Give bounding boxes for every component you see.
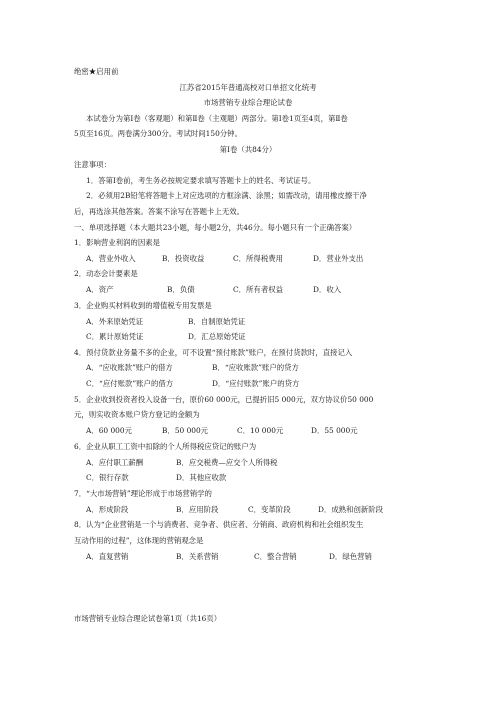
question-stem-continued: 元，则实收资本账户贷方登记的金额为 <box>74 410 200 419</box>
option-a: A．形成阶段 <box>86 505 129 514</box>
option-a: A．应付职工薪酬 <box>86 458 144 467</box>
option-b: B．负债 <box>167 285 195 294</box>
option-a: A．“应收账款”账户的借方 <box>86 363 173 372</box>
option-a: A．60 000元 <box>86 426 132 435</box>
intro-line-2: 5页至16页。两卷满分300分。考试时间150分钟。 <box>74 129 242 138</box>
option-c: C．10 000元 <box>237 426 284 435</box>
exam-subtitle: 市场营销专业综合理论试卷 <box>203 98 293 107</box>
notice-item-1: 1．答第Ⅰ卷前，考生务必按规定要求填写答题卡上的姓名、考试证号。 <box>86 176 316 185</box>
notice-item-2-line-2: 后，再选涂其他答案。答案不涂写在答题卡上无效。 <box>74 207 244 216</box>
option-b: B．50 000元 <box>162 426 209 435</box>
option-b: B．自制原始凭证 <box>188 317 246 326</box>
option-c: C．“应付账款”账户的借方 <box>86 379 174 388</box>
notice-item-2-line-1: 2．必须用2B铅笔将答题卡上对应选项的方框涂满、涂黑；如需改动，请用橡皮擦干净 <box>86 191 367 200</box>
option-b: B．“应收账款”账户的贷方 <box>212 363 299 372</box>
option-c: C．所得税费用 <box>233 254 283 263</box>
option-d: D．成熟和创新阶段 <box>318 505 384 514</box>
option-a: A．外来原始凭证 <box>86 317 144 326</box>
option-b: B．投资收益 <box>162 254 205 263</box>
option-d: D．“应付账款”账户的贷方 <box>212 379 300 388</box>
question-stem: 6．企业从职工工资中扣除的个人所得税应贷记的账户为 <box>74 442 257 451</box>
option-b: B．应交税费—应交个人所得税 <box>176 458 278 467</box>
option-d: D．55 000元 <box>311 426 358 435</box>
option-b: B．关系营销 <box>176 552 219 561</box>
exam-title: 江苏省2015年普通高校对口单招文化统考 <box>179 83 317 92</box>
option-d: D．绿色营销 <box>329 552 372 561</box>
intro-line-1: 本试卷分为第Ⅰ卷（客观题）和第Ⅱ卷（主观题）两部分。第Ⅰ卷1页至4页，第Ⅱ卷 <box>86 114 348 123</box>
part-one-heading: 一、单项选择题（本大题共23小题，每小题2分，共46分。每小题只有一个正确答案） <box>74 223 357 232</box>
question-stem: 8．认为“企业营销是一个与消费者、竞争者、供应者、分销商、政府机构和社会组织发生 <box>74 520 364 529</box>
question-stem: 4．预付货款业务量不多的企业，可不设置“预付账款”账户，在预付货款时，直接记入 <box>74 348 353 357</box>
page-footer: 市场营销专业综合理论试卷第1页（共16页） <box>74 614 222 623</box>
option-a: A．直复营销 <box>86 552 129 561</box>
question-stem: 5．企业收到投资者投入设备一台，原价60 000元，已提折旧5 000元，双方协议价50 000 <box>74 395 374 404</box>
option-c: C．变革阶段 <box>248 505 291 514</box>
option-a: A．资产 <box>86 285 114 294</box>
option-d: D．营业外支出 <box>313 254 364 263</box>
question-stem: 3．企业购买材料收到的增值税专用发票是 <box>74 301 212 310</box>
option-c: C．所有者权益 <box>233 285 283 294</box>
question-stem: 1．影响营业利润的因素是 <box>74 238 161 247</box>
option-d: D．其他应收款 <box>176 473 227 482</box>
option-c: C．银行存款 <box>86 473 129 482</box>
option-d: D．汇总原始凭证 <box>188 332 246 341</box>
option-b: B．应用阶段 <box>176 505 219 514</box>
option-d: D．收入 <box>313 285 342 294</box>
notice-heading: 注意事项： <box>74 160 111 169</box>
secret-mark: 绝密★启用前 <box>74 67 119 76</box>
option-c: C．累计原始凭证 <box>86 332 144 341</box>
question-stem: 7．“大市场营销”理论形成于市场营销学的 <box>74 489 212 498</box>
option-a: A．营业外收入 <box>86 254 136 263</box>
question-stem-continued: 互动作用的过程”，这体现的营销观念是 <box>74 536 204 545</box>
question-stem: 2．动态会计要素是 <box>74 269 138 278</box>
option-c: C．整合营销 <box>254 552 297 561</box>
section-title: 第Ⅰ卷（共84分） <box>219 145 277 154</box>
